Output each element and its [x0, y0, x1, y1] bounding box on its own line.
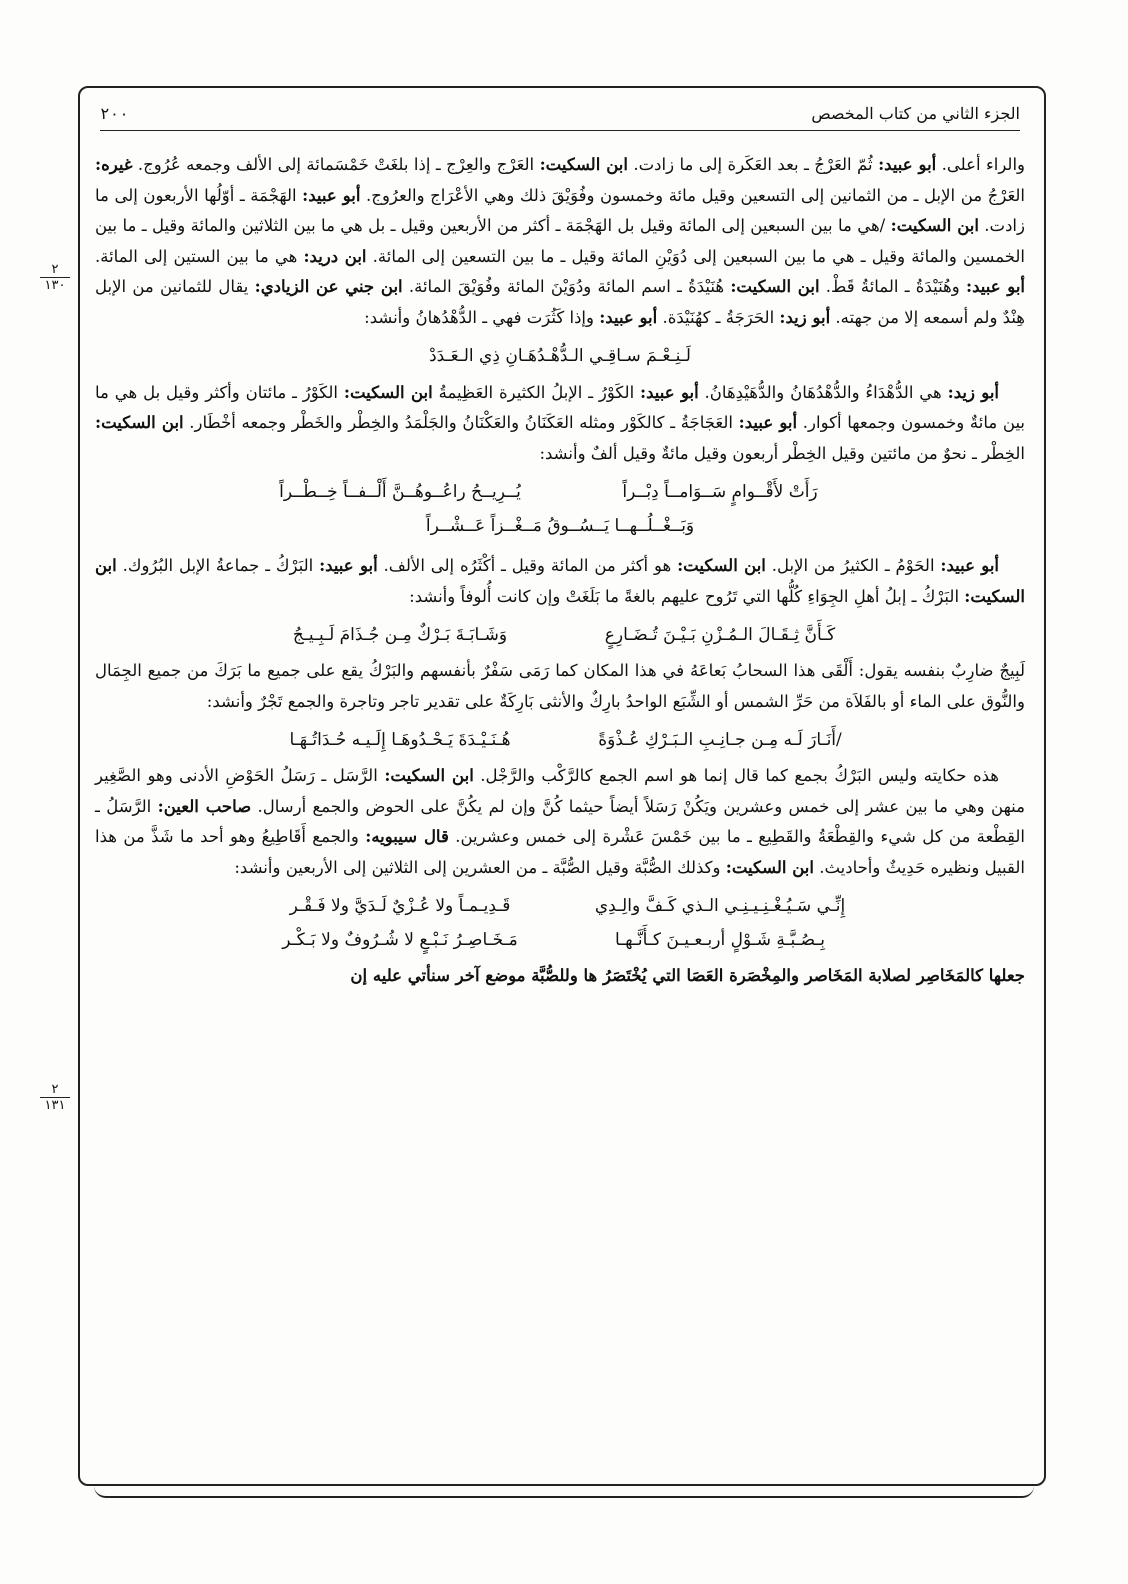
paragraph-5: هذه حكايته وليس البَرْكُ بجمع كما قال إنما هو اسم الجمع كالرَّكْب والرَّجْل. ابن السكيت: الرَّسَل ـ رَسَلُ الحَوْضِ الأدنى وهو الصَّغِير منهن وهي ما بين عشر إلى خمس وعشرين ويَكُنْ رَسَلاً أيضاً حيثما كُنَّ وإن لم يكُنَّ على الحوض والجمع أرسال. صاحب العين: الرَّسَلُ ـ القِطْعة من كل شيء والقِطْعَةُ والقَطِيع ـ ما بين خَمْسَ عَشْرة إلى خمس وعشرين. قال سيبويه: والجمع أَقَاطِيعُ وهو أحد ما شَذَّ من هذا القبيل ونظيره حَدِيثٌ وأحاديث. ابن السكيت: وكذلك الصُّبَّة وقيل الصُّبَّة ـ من العشرين إلى الثلاثين إلى الأربعين وأنشد: — [95, 766, 1025, 877]
verse-3 — [95, 620, 1025, 650]
hemistich: وَبَــغْــلُــهــا يَــسُــوقُ مَــغْــزاً عَــشْــراً — [425, 516, 695, 536]
hemistich: قَـدِيـمـاً ولا عُـزْيٌ لَـدَيَّ ولا فَـقْـر — [289, 896, 511, 916]
page-number: ٢٠٠ — [100, 103, 129, 123]
page-frame-bottom — [94, 1486, 1034, 1498]
page-body — [95, 150, 1025, 992]
margin-note-folio-130: ٢ ١٣٠ — [40, 262, 70, 293]
hemistich: /أَنَـارَ لَـه مِـن جـانِـبِ الـبَـرْكِ عُـذْوَةً — [598, 730, 842, 750]
verse-4 — [95, 725, 1025, 755]
hemistich: هُـنَـيْـدَةَ يَـحْـدُوهَـا إِلَـيـه حُـدَاتُـهَـا — [289, 730, 511, 750]
verse-5-line-1 — [95, 891, 1025, 921]
verse-5-line-2 — [95, 925, 1025, 955]
hemistich: كَـأَنَّ ثِـقَـالَ الـمُـزْنِ بَـيْـنَ تُـضَـارِعٍ — [604, 625, 836, 645]
paragraph-3: أبو عبيد: الحَوْمُ ـ الكثيرُ من الإبل. ابن السكيت: هو أكثر من المائة وقيل ـ أكْثَرُه إلى الألف. أبو عبيد: البَرْكُ ـ جماعةُ الإبل البُرُوك. ابن السكيت: البَرْكُ ـ إبلُ أهلِ الجِوَاءِ كُلُّها التي تَرُوح عليهم بالغةً ما بَلَغَتْ وإن كانت أُلوفاً وأنشد: — [95, 556, 1025, 606]
margin-note-folio-131: ٢ ١٣١ — [40, 1082, 70, 1113]
hemistich: بِـصُـبَّـةِ شَـوْلٍ أربـعـيـنَ كـأَنَّـهـا — [614, 930, 826, 950]
verse-1: لَـنِـعْـمَ سـاقِـي الـدُّهْـدُهَـانِ ذِي الـعَـدَدْ — [429, 346, 691, 366]
hemistich: يُــرِيــحُ راعُــوهُــنَّ أَلْــفــاً خِــطْــراً — [279, 482, 521, 502]
running-title: الجزء الثاني من كتاب المخصص — [811, 103, 1020, 123]
paragraph-2: أبو زيد: هي الدُّهْدَاءُ والدُّهْدُهَانُ والدُّهَيْدِهَانُ. أبو عبيد: الكَوْرُ ـ الإبلُ الكثيرة العَظِيمةُ ابن السكيت: الكَوْرُ ـ مائتان وأكثر وقيل بل هي ما بين مائةٌ وخمسون وجمعها أكوار. أبو عبيد: العَجَاجَةُ ـ كالكَوْر ومثله العَكَنَانُ والعَكْنَانُ والجَلْمَدُ والخِطْر والخَطْر وجمعه أخْطَار. ابن السكيت: الخِطْر ـ نحوٌ من مائتين وقيل الخِطْر أربعون وقيل مائةٌ وقيل ألفٌ وأنشد: — [95, 382, 1026, 463]
paragraph-4: لَبِيجٌ ضارِبٌ بنفسه يقول: أَلْقَى هذا السحابُ بَعاعَهُ في هذا المكان كما رَمَى سَفْرٌ بأنفسهم والبَرْكُ يقع على جميع ما بَرَكَ من جميع الجِمَال والنُّوق على الماء أو بالفَلاَة من حَرِّ الشمس أو الشِّبَع الواحدُ بارِكٌ والأنثى بَارِكَةٌ على تقدير تاجر وتاجرة والجمع تَجْرٌ وأنشد: — [95, 661, 1025, 711]
verse-2-line-1 — [95, 477, 1025, 507]
paragraph-6: جعلها كالمَخَاصِر لصلابة المَخَاصر والمِخْصَرة العَصَا التي يُخْتَصَرُ ها وللصُّبَّة موضع آخر سنأتي عليه إن — [350, 966, 1025, 985]
paragraph-1: والراء أعلى. أبو عبيد: ثُمّ العَرْجُ ـ بعد العَكَرة إلى ما زادت. ابن السكيت: العَرْج والعِرْج ـ إذا بلغَتْ خَمْسَمائة إلى الألف وجمعه عُرُوج. غيره: العَرْجُ من الإبل ـ من الثمانين إلى التسعين وقيل مائة وخمسون وفُوَيْقَ ذلك وهي الأعْرَاج والعرُوج. أبو عبيد: الهَجْمَة ـ أوّلُها الأربعون إلى ما زادت. ابن السكيت: /هي ما بين السبعين إلى المائة وقيل بل الهَجْمَة ـ أكثر من الأربعين وقيل ـ بل هي ما بين الثلاثين والمائة وقيل ـ ما بين الخمسين والمائة وقيل ـ هي ما بين السبعين إلى دُوَيْنِ المائة وقيل ـ ما بين التسعين إلى المائة. ابن دريد: هي ما بين الستين إلى المائة. أبو عبيد: وهُنَيْدَةُ ـ المائةُ قَطْ. ابن السكيت: هُنَيْدَةُ ـ اسم المائة ودُوَيْنَ المائة وفُوَيْقَ المائة. ابن جني عن الزيادي: يقال للثمانين من الإبل هِنْدٌ ولم أسمعه إلا من جهته. أبو زيد: الحَرَجَةُ ـ كهُنَيْدَة. أبو عبيد: وإذا كَثُرَت فهي ـ الدُّهْدُهانُ وأنشد: — [95, 155, 1026, 327]
hemistich: إِنِّـي سَـيُـغْـنِـيـنِـي الـذي كَـفَّ والِـدِي — [594, 896, 846, 916]
page-header — [100, 96, 1020, 131]
hemistich: رَأَتْ لأَقْــوامٍ سَــوَامــاً دِبْــراً — [622, 482, 818, 502]
verse-2-line-2 — [95, 511, 1025, 541]
hemistich: مَـخَـاصِـرُ نَـبْـعٍ لا شُـرُوفٌ ولا بَـكْـر — [282, 930, 518, 950]
hemistich: وَشَـابَـةَ بَـرْكٌ مِـن جُـذَامَ لَـبِـيـجُ — [292, 625, 508, 645]
